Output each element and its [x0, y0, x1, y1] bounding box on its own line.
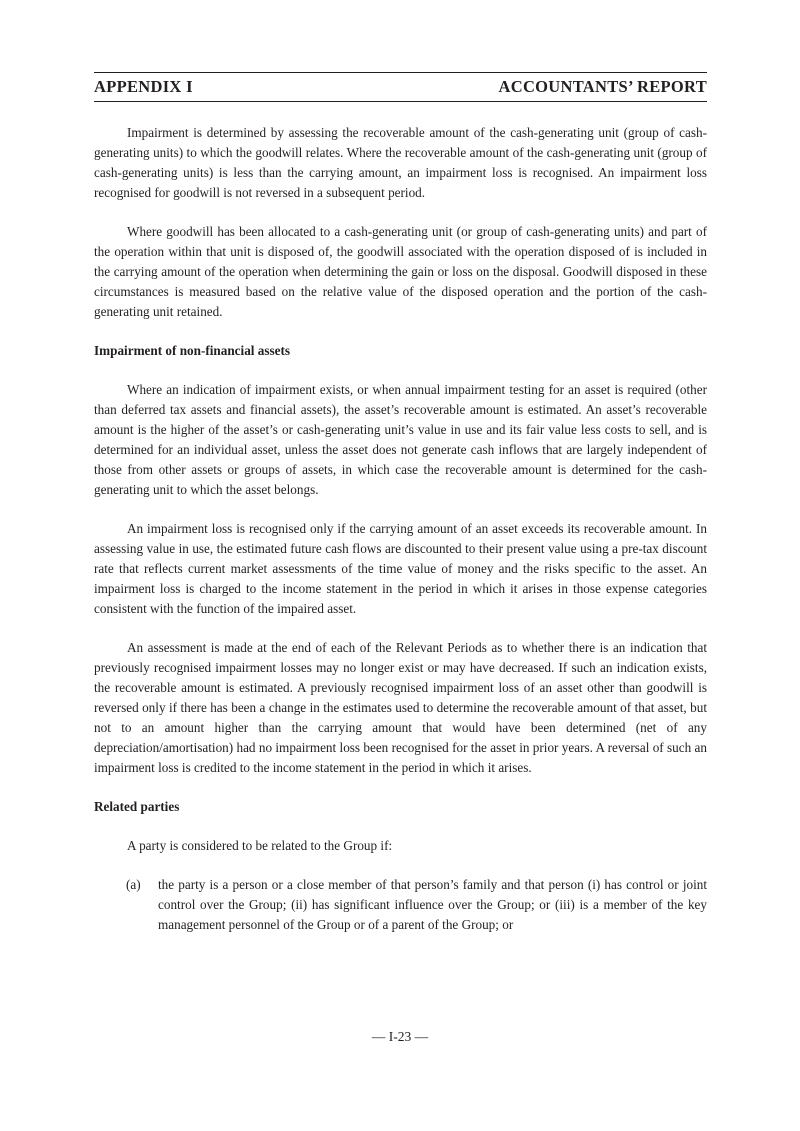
page-number: — I-23 — [371, 1029, 429, 1044]
paragraph-related-party-intro: A party is considered to be related to the Group if: [127, 838, 393, 853]
appendix-label: APPENDIX I [94, 77, 193, 96]
section-heading-impairment: Impairment of non-financial assets [94, 343, 290, 358]
paragraph-impairment-loss: An impairment loss is recognised only if the carrying amount of an asset exceeds its recoverable amount. In assessing value in use, the estimated future cash flows are discounted to their present value using a pre-tax discount rate that reflects current market assessments of the time value of money and the risks specific to the asset. An impairment loss is charged to the income statement in the period in which it arises in those expense categories consistent with the function of the impaired asset. [94, 521, 707, 616]
section-heading-related-parties: Related parties [94, 799, 180, 814]
list-item-text: the party is a person or a close member of that person’s family and that person (i) has control or joint control over the Group; (ii) has significant influence over the Group; or (iii) is a member of the key management personnel of the Group or of a parent of the Group; or [158, 877, 707, 932]
document-body [94, 123, 707, 935]
page-header [94, 72, 707, 102]
paragraph-impairment-reversal: An assessment is made at the end of each of the Relevant Periods as to whether there is an indication that previously recognised impairment losses may no longer exist or may have decreased. If such an indication exists, the recoverable amount is estimated. A previously recognised impairment loss of an asset other than goodwill is reversed only if there has been a change in the estimates used to determine the recoverable amount of that asset, but not to an amount higher than the carrying amount that would have been determined (net of any depreciation/amortisation) had no impairment loss been recognised for the asset in prior years. A reversal of such an impairment loss is credited to the income statement in the period in which it arises. [94, 640, 707, 775]
paragraph-goodwill-disposal: Where goodwill has been allocated to a cash-generating unit (or group of cash-generating units) and part of the operation within that unit is disposed of, the goodwill associated with the operation disposed of is included in the carrying amount of the operation when determining the gain or loss on the disposal. Goodwill disposed in these circumstances is measured based on the relative value of the disposed operation and the portion of the cash-generating unit retained. [94, 224, 707, 319]
list-item [94, 875, 707, 935]
report-title: ACCOUNTANTS’ REPORT [498, 77, 707, 96]
paragraph-goodwill-impairment: Impairment is determined by assessing the recoverable amount of the cash-generating unit (group of cash-generating units) to which the goodwill relates. Where the recoverable amount of the cash-generating unit (group of cash-generating units) is less than the carrying amount, an impairment loss is recognised. An impairment loss recognised for goodwill is not reversed in a subsequent period. [94, 125, 707, 200]
list-item-label: (a) [126, 877, 141, 892]
paragraph-impairment-indication: Where an indication of impairment exists, or when annual impairment testing for an asset is required (other than deferred tax assets and financial assets), the asset’s recoverable amount is estimated. An asset’s recoverable amount is the higher of the asset’s or cash-generating unit’s value in use and its fair value less costs to sell, and is determined for an individual asset, unless the asset does not generate cash inflows that are largely independent of those from other assets or groups of assets, in which case the recoverable amount is determined for the cash-generating unit to which the asset belongs. [94, 382, 707, 497]
